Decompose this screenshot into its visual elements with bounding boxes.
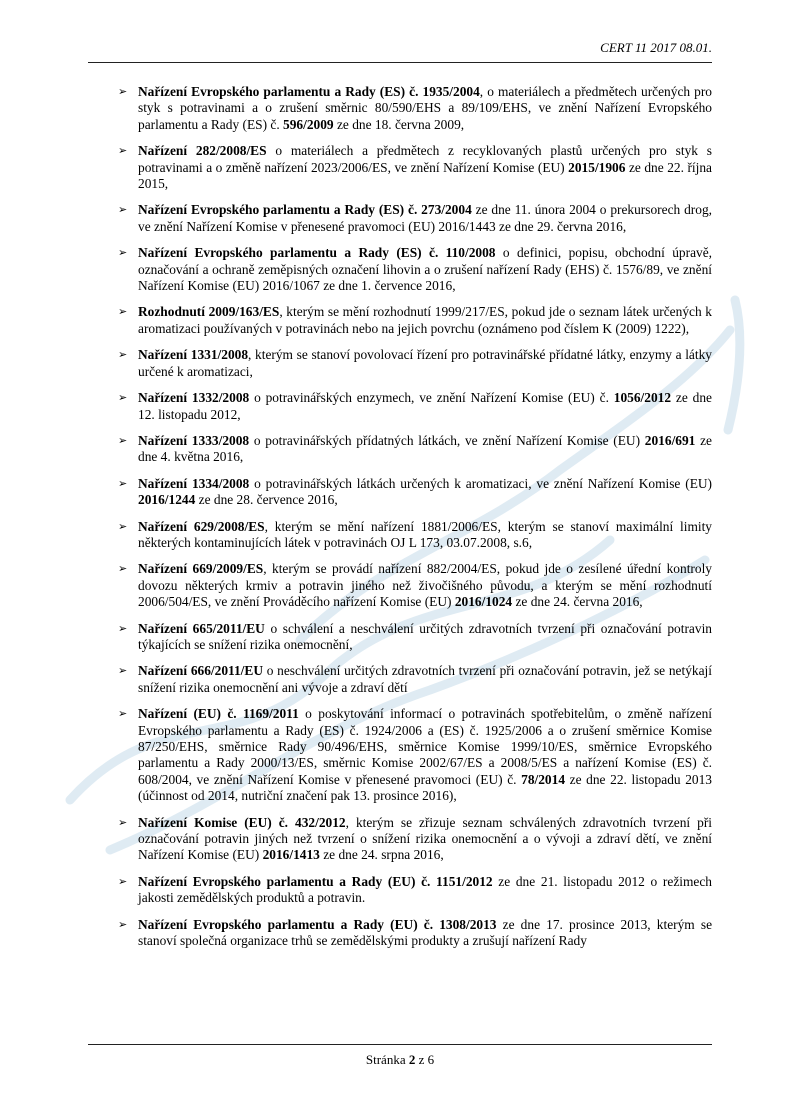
regulation-name: 2015/1906 <box>568 159 626 175</box>
arrow-bullet-icon: ➢ <box>118 203 128 217</box>
regulation-name: 2016/1244 <box>138 492 196 508</box>
arrow-bullet-icon: ➢ <box>118 85 128 98</box>
footer-of-label: z <box>415 1052 428 1067</box>
arrow-bullet-icon: ➢ <box>118 246 128 260</box>
regulation-name: Nařízení 1331/2008 <box>138 347 249 363</box>
regulation-name: Nařízení 669/2009/ES <box>138 561 264 577</box>
regulation-name: Nařízení 629/2008/ES <box>138 518 265 534</box>
arrow-bullet-icon: ➢ <box>118 144 128 158</box>
arrow-bullet-icon: ➢ <box>118 815 128 829</box>
regulation-text: ze dne 12. listopadu 2012, <box>138 390 712 422</box>
regulation-name: 2016/1024 <box>454 594 513 610</box>
regulation-name: Nařízení 1333/2008 <box>138 432 250 448</box>
regulation-text: ze dne 22. listopadu 2013 (účinnost od 2014, nutriční značení pak 13. prosince 2016), <box>138 771 712 804</box>
list-item <box>118 84 712 133</box>
regulation-name: Nařízení (EU) č. 1169/2011 <box>138 706 299 722</box>
list-item <box>118 663 712 696</box>
regulation-text: , kterým se mění nařízení 1881/2006/ES, kterým se stanoví maximální limity některých kontaminujících látek v potravinách OJ L 173, 03.07.2008, s.6, <box>138 518 713 550</box>
regulation-name: Nařízení Komise (EU) č. 432/2012 <box>138 814 346 830</box>
regulation-text: ze dne 11. února 2004 o prekursorech drog, ve znění Nařízení Komise v přenesené pravomoci (EU) 2016/1443 ze dne 29. června 2016, <box>138 202 712 234</box>
regulation-text: o potravinářských přídatných látkách, ve znění Nařízení Komise (EU) <box>249 432 645 448</box>
regulation-text: o poskytování informací o potravinách spotřebitelům, o změně nařízení Evropského parlamentu a Rady (ES) č. 1924/2006 a (ES) č. 1925/2006 a o zrušení směrnice Komise 87/250/EHS, směrnice Rady 90/496/EHS, směrnice Komise 1999/10/ES, směrnice Evropského parlamentu a Rady 2000/13/ES, směrnic Komise 2002/67/ES a 2008/5/ES a nařízení Komise (ES) č. 608/2004, ve znění Nařízení Komise v přenesené pravomoci (EU) č. <box>138 706 712 787</box>
arrow-bullet-icon: ➢ <box>118 476 128 490</box>
arrow-bullet-icon: ➢ <box>118 391 128 405</box>
arrow-bullet-icon: ➢ <box>118 562 128 576</box>
regulation-name: Nařízení Evropského parlamentu a Rady (EU) č. 1151/2012 <box>138 873 493 889</box>
regulation-name: 596/2009 <box>283 116 334 132</box>
footer-label: Stránka <box>365 1052 409 1067</box>
regulation-text: ze dne 17. prosince 2013, kterým se stanoví společná organizace trhů se zemědělskými produkty a zrušují nařízení Rady <box>138 916 713 949</box>
document-code: CERT 11 2017 08.01. <box>600 40 712 55</box>
regulation-name: Nařízení 666/2011/EU <box>138 663 263 679</box>
regulation-text: , kterým se mění rozhodnutí 1999/217/ES, pokud jde o seznam látek určených k aromatizaci používaných v potravinách nebo na jejich povrchu (oznámeno pod číslem K (2009) 1222), <box>138 304 712 336</box>
regulation-text: ze dne 18. června 2009, <box>333 116 465 132</box>
regulation-name: 2016/1413 <box>262 847 320 863</box>
arrow-bullet-icon: ➢ <box>118 433 128 447</box>
total-pages: 6 <box>427 1052 435 1067</box>
regulation-text: ze dne 24. srpna 2016, <box>319 847 444 863</box>
list-item <box>118 519 712 552</box>
list-item <box>118 621 712 654</box>
list-item <box>118 390 712 423</box>
regulation-name: Nařízení Evropského parlamentu a Rady (ES) č. 273/2004 <box>138 202 472 218</box>
regulation-name: Nařízení 665/2011/EU <box>138 620 265 636</box>
list-item <box>118 304 712 337</box>
list-item <box>118 874 712 907</box>
list-item <box>118 245 712 294</box>
list-item <box>118 815 712 864</box>
list-item <box>118 917 712 950</box>
regulation-name: Nařízení 282/2008/ES <box>138 143 267 159</box>
regulation-text: ze dne 24. června 2016, <box>512 594 643 610</box>
list-item <box>118 476 712 509</box>
regulation-name: Nařízení Evropského parlamentu a Rady (EU) č. 1308/2013 <box>138 916 497 932</box>
regulation-name: Nařízení Evropského parlamentu a Rady (ES) č. 110/2008 <box>138 245 496 261</box>
regulation-text: , o materiálech a předmětech určených pro styk s potravinami a o zrušení směrnic 80/590/EHS a 89/109/EHS, ve znění Nařízení Evropského parlamentu a Rady (ES) č. <box>138 84 712 132</box>
arrow-bullet-icon: ➢ <box>118 707 128 721</box>
regulation-text: o materiálech a předmětech z recyklovaných plastů určených pro styk s potravinami a o změně nařízení 2023/2006/ES, ve znění Nařízení Komise (EU) <box>138 143 712 175</box>
regulation-text: o definici, popisu, obchodní úpravě, označování a ochraně zeměpisných označení lihovin a o zrušení nařízení Rady (EHS) č. 1576/89, ve znění Nařízení Komise (EU) 2016/1067 ze dne 1. července 2016, <box>138 245 713 294</box>
regulation-text: o neschválení určitých zdravotních tvrzení při označování potravin, jež se netýkají snížení rizika onemocnění ani vývoje a zdraví dětí <box>138 663 712 695</box>
page-header <box>88 40 712 63</box>
regulation-text: o potravinářských enzymech, ve znění Nařízení Komise (EU) č. <box>249 390 614 406</box>
arrow-bullet-icon: ➢ <box>118 305 128 319</box>
regulation-name: 78/2014 <box>521 771 566 787</box>
regulation-name: Nařízení Evropského parlamentu a Rady (ES) č. 1935/2004 <box>138 84 480 99</box>
arrow-bullet-icon: ➢ <box>118 664 128 678</box>
arrow-bullet-icon: ➢ <box>118 874 128 888</box>
regulation-list <box>118 84 712 949</box>
regulation-text: o schválení a neschválení určitých zdravotních tvrzení při označování potravin týkajících se snížení rizika onemocnění, <box>138 620 712 652</box>
regulation-text: , kterým se provádí nařízení 882/2004/ES, pokud jde o zesílené úřední kontroly dovozu některých krmiv a potravin jiného než živočišného původu, a kterým se mění rozhodnutí 2006/504/ES, ve znění Prováděcího nařízení Komise (EU) <box>138 561 712 610</box>
regulation-text: ze dne 21. listopadu 2012 o režimech jakosti zemědělských produktů a potravin. <box>138 873 712 906</box>
arrow-bullet-icon: ➢ <box>118 917 128 931</box>
regulation-text: ze dne 28. července 2016, <box>195 492 338 508</box>
regulation-name: Nařízení 1332/2008 <box>138 390 250 406</box>
list-item <box>118 202 712 235</box>
regulation-text: ze dne 4. května 2016, <box>138 432 712 465</box>
arrow-bullet-icon: ➢ <box>118 621 128 635</box>
list-item <box>118 561 712 610</box>
regulation-text: , kterým se stanoví povolovací řízení pro potravinářské přídatné látky, enzymy a látky určené k aromatizaci, <box>138 347 712 379</box>
regulation-text: ze dne 22. října 2015, <box>138 159 712 192</box>
list-item <box>118 347 712 380</box>
page-number: 2 <box>408 1052 416 1067</box>
page-footer <box>88 1044 712 1068</box>
arrow-bullet-icon: ➢ <box>118 348 128 362</box>
regulation-name: 1056/2012 <box>613 390 672 406</box>
regulation-text: o potravinářských látkách určených k aromatizaci, ve znění Nařízení Komise (EU) <box>249 475 713 491</box>
regulation-text: , kterým se zřizuje seznam schválených zdravotních tvrzení při označování potravin jiných než tvrzení o snížení rizika onemocnění a o vývoji a zdraví dětí, ve znění Nařízení Komise (EU) <box>138 814 713 863</box>
page-content <box>118 84 712 959</box>
list-item <box>118 706 712 804</box>
list-item <box>118 143 712 192</box>
regulation-name: 2016/691 <box>644 432 696 448</box>
list-item <box>118 433 712 466</box>
regulation-name: Nařízení 1334/2008 <box>138 475 250 491</box>
regulation-name: Rozhodnutí 2009/163/ES <box>138 304 280 320</box>
arrow-bullet-icon: ➢ <box>118 519 128 533</box>
